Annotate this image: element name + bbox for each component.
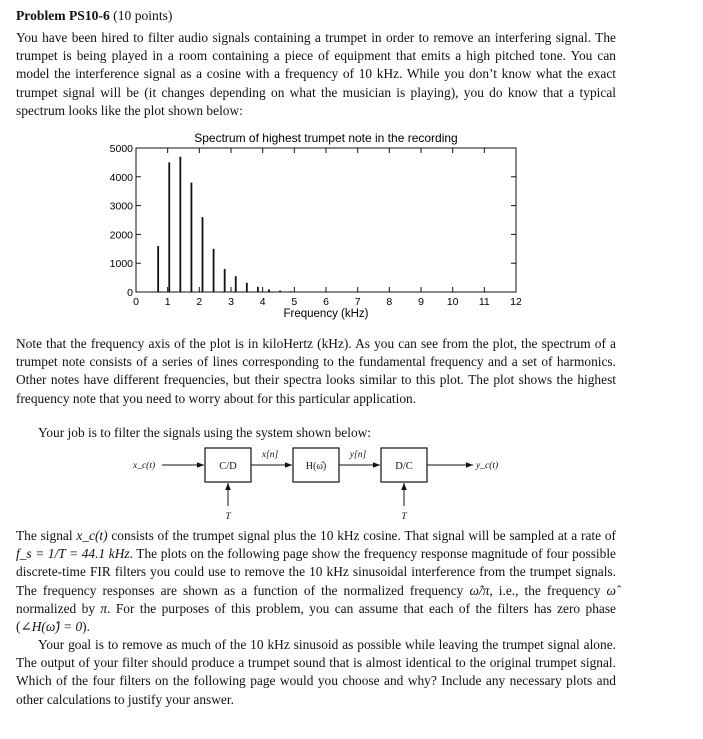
x-tick-label: 0 <box>133 296 139 308</box>
t-label-2: T <box>401 512 407 522</box>
job-line: Your job is to filter the signals using the system shown below: <box>38 425 372 440</box>
problem-id: Problem PS10-6 <box>16 8 110 23</box>
cd-label: C/D <box>219 461 237 472</box>
x-tick-label: 8 <box>386 296 393 308</box>
signal-paragraph: The signal x_c(t) consists of the trumpet signal plus the 10 kHz cosine. That signal will be sampled at a rate of f_s = 1/T = 44.1 kHz. The plots on the following page show the frequency response magnitude of four possible discrete-time FIR filters you could use to remove the 10 kHz sinusoidal interference from the trumpet signals. The frequency responses are shown as a function of the normalized frequency ω̂/π, i.e., the frequency ω̂ normalized by π. For the purposes of this problem, you can assume that each of the filters has zero phase (∠H(ω̂) = 0). <box>16 528 616 635</box>
input-label: x_c(t) <box>133 461 156 471</box>
t-label-1: T <box>225 512 231 522</box>
fs-equation: f_s = 1/T = 44.1 kHz <box>16 546 130 562</box>
h-label: H(ω̂) <box>305 461 327 472</box>
x-tick-label: 4 <box>259 296 266 308</box>
x-tick-label: 11 <box>478 296 490 308</box>
y-tick-label: 3000 <box>109 200 133 213</box>
pi-symbol: π <box>100 600 108 616</box>
omega-hat: ω̂ <box>606 582 616 598</box>
var-xc: x_c(t) <box>76 528 108 543</box>
plot-area <box>110 143 522 308</box>
y-tick-label: 5000 <box>109 143 133 155</box>
dc-label: D/C <box>395 461 413 472</box>
x-tick-label: 5 <box>291 296 298 308</box>
intro-paragraph: You have been hired to filter audio signals containing a trumpet in order to remove an interfering signal. The trumpet is being played in a room containing a piece of equipment that emits a high pitched tone. You can model the interference signal as a cosine with a frequency of 10 kHz. While you don’t know what the exact trumpet signal will be (it changes depending on what the musician is playing), you do know that a typical spectrum looks like the plot shown below: <box>16 30 616 118</box>
x-tick-label: 9 <box>418 296 424 308</box>
y-tick-label: 0 <box>127 287 133 299</box>
y-tick-label: 4000 <box>109 171 133 184</box>
problem-points: (10 points) <box>113 8 173 23</box>
x-tick-label: 10 <box>446 296 459 308</box>
xn-label: x[n] <box>261 450 279 460</box>
x-tick-label: 2 <box>196 296 203 308</box>
problem-heading <box>16 8 172 24</box>
normalized-frequency: ω̂/π <box>469 582 490 598</box>
chart-title: Spectrum of highest trumpet note in the recording <box>194 131 458 145</box>
x-tick-label: 1 <box>164 296 171 308</box>
x-tick-label: 7 <box>354 296 361 308</box>
yn-label: y[n] <box>349 450 367 460</box>
note-paragraph: Note that the frequency axis of the plot is in kiloHertz (kHz). As you can see from the plot, the spectrum of a trumpet note consists of a series of lines corresponding to the fundamental frequency and a set of harmonics. Other notes have different frequencies, but their spectra looks similar to this plot. The plot shows the highest frequency note that you need to worry about for this particular application. <box>16 336 616 406</box>
y-tick-label: 2000 <box>109 229 133 242</box>
chart-xlabel: Frequency (kHz) <box>283 308 369 320</box>
output-label: y_c(t) <box>476 461 499 471</box>
plot-frame <box>136 148 516 292</box>
goal-paragraph: Your goal is to remove as much of the 10 kHz sinusoid as possible while leaving the trumpet signal alone. The output of your filter should produce a trumpet sound that is almost identical to the original trumpet signal. Which of the four filters on the following page would you choose and why? Include any necessary plots and other calculations to justify your answer. <box>16 637 616 707</box>
x-tick-label: 6 <box>323 296 329 308</box>
phase-equation: ∠H(ω̂) = 0 <box>20 619 83 635</box>
x-tick-label: 12 <box>510 296 522 308</box>
block-diagram <box>130 440 510 522</box>
y-tick-label: 1000 <box>109 258 133 271</box>
spectrum-chart <box>90 128 550 328</box>
x-tick-label: 3 <box>228 296 234 308</box>
